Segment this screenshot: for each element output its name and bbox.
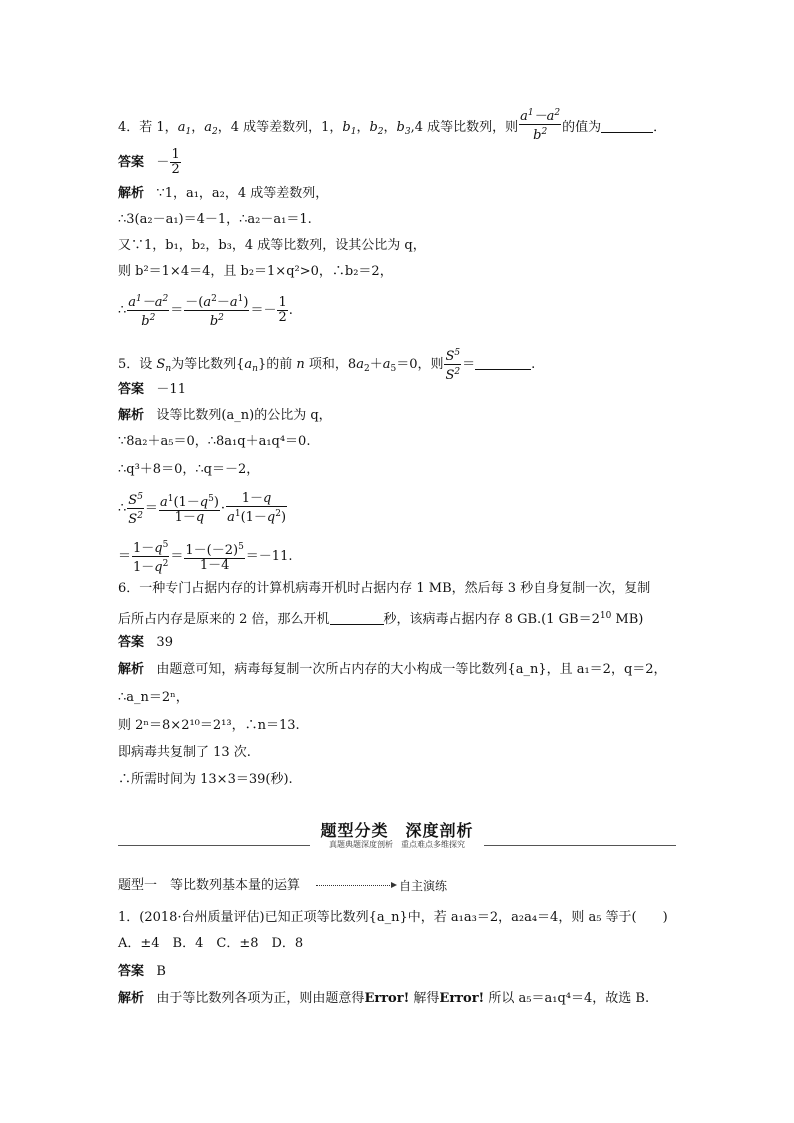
q5-sn: $S_n$ <box>156 357 172 374</box>
q4-analysis-label: 解析 <box>118 186 145 201</box>
type1-analysis <box>118 991 649 1007</box>
type1-analysis-c: 所以 a₅＝a₁q⁴＝4，故选 B. <box>484 991 650 1006</box>
q5-frac-a: $\frac{S^5}{S^2}$ <box>128 492 143 527</box>
q4-fraction: $\frac{a^1-a^2}{b^2}$ <box>520 108 561 143</box>
q5-answer-label: 答案 <box>118 382 145 397</box>
q4-analysis-3: 又∵1，b₁，b₂，b₃，4 成等比数列，设其公比为 q， <box>118 238 426 253</box>
type1-analysis-b: 解得 <box>409 991 440 1006</box>
q5-analysis-1 <box>118 408 332 424</box>
q4-frac-c: $\frac{1}{2}$ <box>278 295 287 325</box>
q5-frac-c: $\frac{1-q}{a^1(1-q^2)}$ <box>227 491 287 525</box>
q6-answer-value: 39 <box>156 635 173 650</box>
q5-stem: 5．设 $S_n$为等比数列$\{a_n\}$的前 n 项和，$8a_2+a_5=0$，则 $\frac{S^5}{S^2}$ ＝ . <box>118 348 536 383</box>
q6-line2-a: 后所占内存是原来的 2 倍，那么开机 <box>118 612 330 627</box>
q5-answer-blank <box>475 357 531 370</box>
q4-analysis-l1: ∵1，a₁，a₂，4 成等差数列， <box>156 186 329 201</box>
q4-stem: 4．若 1，$a_1$，$a_2$，4 成等差数列，1，$b_1$，$b_2$，$b_3,4$ 成等比数列，则 $\frac{a^1-a^2}{b^2}$ 的值为 ． <box>118 108 667 143</box>
type1-options: A．±4 B．4 C．±8 D．8 <box>118 936 304 951</box>
type1-arrow-head <box>391 882 397 888</box>
q6-line2-b: 秒，该病毒占据内存 8 GB.(1 GB＝2 <box>383 612 600 627</box>
q6-analysis-3: 则 2ⁿ＝8×2¹⁰＝2¹³，∴n＝13. <box>118 718 300 733</box>
q6-answer-blank <box>330 612 384 625</box>
q6-analysis-5: ∴所需时间为 13×3＝39(秒). <box>118 772 293 787</box>
q5-l5-end: ＝－11. <box>245 549 293 564</box>
q5-fraction: $\frac{S^5}{S^2}$ <box>445 348 461 383</box>
q5-analysis-label: 解析 <box>118 408 145 423</box>
q5-stem-c: }的前 <box>257 357 293 372</box>
q4-analysis-1 <box>118 186 328 202</box>
q5-answer <box>118 382 186 398</box>
q6-answer <box>118 635 173 651</box>
q6-analysis-4: 即病毒共复制了 13 次. <box>118 745 251 760</box>
q4-stem-d: 的值为 <box>562 120 602 135</box>
q6-analysis-2: ∴a_n＝2ⁿ， <box>118 690 189 705</box>
q6-line2-c: MB) <box>611 612 644 627</box>
type1-error-2: Error! <box>439 991 485 1006</box>
q5-analysis-2: ∵8a₂＋a₅＝0，∴8a₁q＋a₁q⁴＝0. <box>118 434 311 449</box>
q5-stem-b: 为等比数列{ <box>171 357 245 372</box>
q5-frac-b: $\frac{a^1(1-q^5)}{1-q}$ <box>159 494 219 525</box>
type1-arrow-line <box>316 885 392 886</box>
q5-analysis-l1: 设等比数列(a_n)的公比为 q， <box>156 408 332 423</box>
type1-q1-stem: 1．(2018·台州质量评估)已知正项等比数列{a_n}中，若 a₁a₃＝2，a₂a₄＝4，则 a₅ 等于( ) <box>118 910 668 925</box>
q4-a2: $a_2$ <box>204 120 218 137</box>
q4-frac-a: $\frac{a^1-a^2}{b^2}$ <box>128 294 169 329</box>
q4-frac-b: $\frac{-(a^2-a^1)}{b^2}$ <box>185 294 249 329</box>
q5-frac-d: $\frac{1-q^5}{1-q^2}$ <box>133 540 169 575</box>
q5-frac-e: $\frac{1-(-2)^5}{1-4}$ <box>185 542 244 573</box>
type1-analysis-label: 解析 <box>118 991 145 1006</box>
section-subtitle: 真题典题深度剖析 重点难点多维探究 <box>329 840 465 849</box>
q4-stem-a: 4．若 1， <box>118 120 178 135</box>
type1-analysis-a: 由于等比数列各项为正，则由题意得 <box>156 991 365 1006</box>
q4-a1: $a_1$ <box>177 120 192 137</box>
type1-label-text: 题型一 等比数列基本量的运算 <box>118 878 301 893</box>
q4-analysis-2: ∴3(a₂－a₁)＝4－1，∴a₂－a₁＝1. <box>118 212 312 227</box>
type1-answer <box>118 964 166 980</box>
type1-answer-label: 答案 <box>118 964 145 979</box>
q4-b1: $b_1$ <box>342 120 357 137</box>
q4-answer-fraction: $\frac{1}{2}$ <box>171 147 180 177</box>
q4-analysis-4: 则 b²＝1×4＝4，且 b₂＝1×q²>0，∴b₂＝2， <box>118 264 393 279</box>
q4-l5-end: . <box>288 303 293 318</box>
q6-analysis-l1: 由题意可知，病毒每复制一次所占内存的大小构成一等比数列{a_n}，且 a₁＝2，q＝2， <box>156 662 667 677</box>
q5-stem-end: . <box>531 357 536 372</box>
q6-line2-sup: 10 <box>599 611 612 621</box>
type1-label <box>118 878 300 894</box>
q4-stem-c: 4 成等比数列，则 <box>414 120 519 135</box>
q5-stem-d: 项和，8 <box>308 357 357 372</box>
q4-stem-b: 成等差数列，1， <box>243 120 343 135</box>
q5-analysis-3: ∴q³＋8＝0，∴q＝－2， <box>118 462 260 477</box>
q6-analysis-1 <box>118 662 667 678</box>
q5-analysis-4: ∴ $\frac{S^5}{S^2}$ ＝ $\frac{a^1(1-q^5)}{1-q}$ · $\frac{1-q}{a^1(1-q^2)}$ <box>118 491 287 527</box>
q6-line-1: 6．一种专门占据内存的计算机病毒开机时占据内存 1 MB，然后每 3 秒自身复制一次，复制 <box>118 581 651 596</box>
q4-stem-end: ． <box>653 120 667 135</box>
q6-answer-label: 答案 <box>118 635 145 650</box>
q4-answer-label: 答案 <box>118 155 145 170</box>
section-title: 题型分类 深度剖析 <box>320 821 474 840</box>
type1-answer-value: B <box>156 964 166 979</box>
q5-stem-e: ＝0，则 <box>396 357 444 372</box>
q4-b2: $b_2$ <box>369 120 384 137</box>
q5-stem-a: 5．设 <box>118 357 153 372</box>
q6-analysis-label: 解析 <box>118 662 145 677</box>
q5-analysis-5: ＝ $\frac{1-q^5}{1-q^2}$ ＝ $\frac{1-(-2)^5}{1-4}$ ＝－11. <box>118 540 293 575</box>
type1-tag: 自主演练 <box>399 879 448 893</box>
q4-answer-neg: － <box>156 155 170 170</box>
q4-analysis-5: ∴ $\frac{a^1-a^2}{b^2}$ ＝ $\frac{-(a^2-a^1)}{b^2}$ ＝－ $\frac{1}{2}$ . <box>118 294 293 329</box>
q4-answer <box>118 148 182 177</box>
q4-answer-blank <box>601 120 653 133</box>
type1-error-1: Error! <box>364 991 410 1006</box>
q4-b3: $b_3$ <box>396 120 411 137</box>
q5-answer-value: －11 <box>156 382 186 397</box>
q6-line-2 <box>118 608 643 628</box>
